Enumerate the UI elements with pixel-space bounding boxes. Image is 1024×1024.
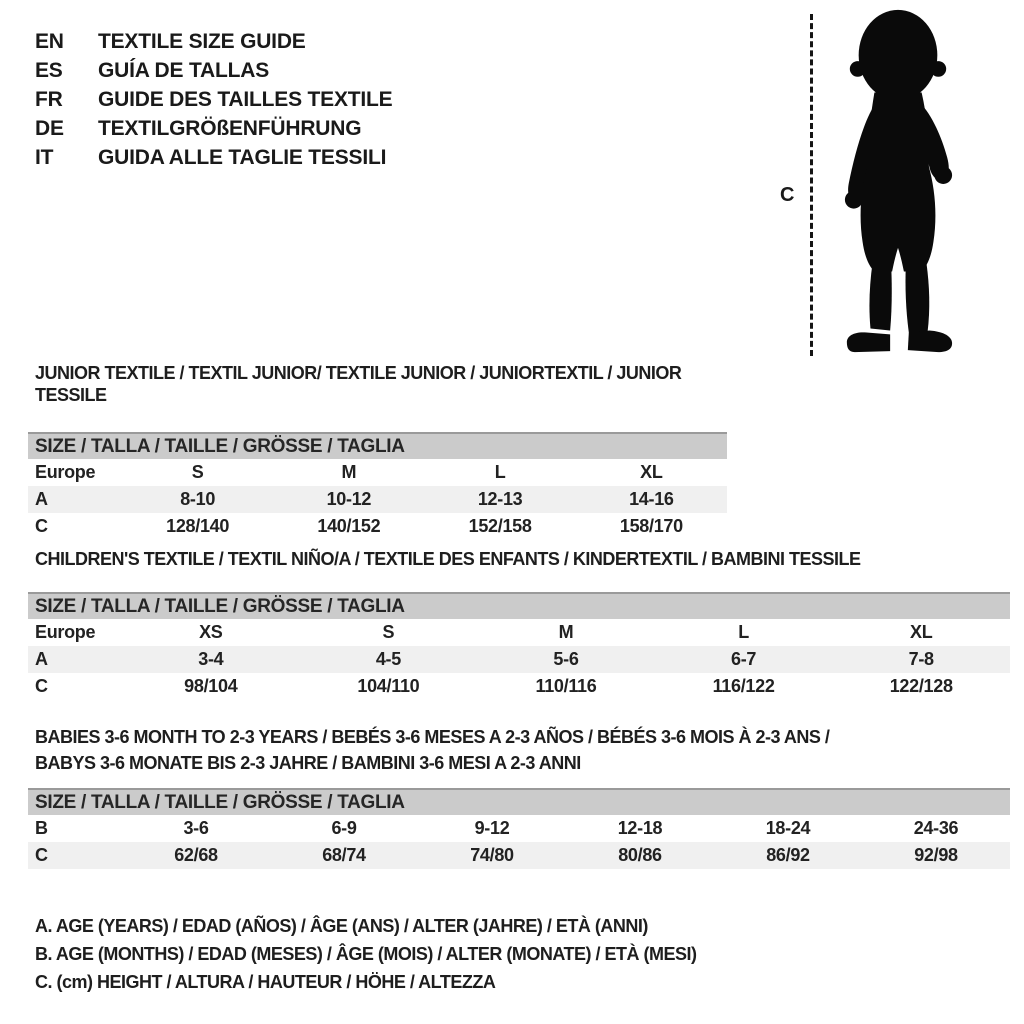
table-cell: S [191,462,204,482]
table-row [28,459,727,486]
table-cell: 110/116 [535,676,597,696]
table-cell: 158/170 [619,516,683,536]
table-cell: 10-12 [326,489,372,509]
babies-table-title-line2: BABYS 3-6 MONATE BIS 2-3 JAHRE / BAMBINI 3-6 MESI A 2-3 ANNI [35,753,581,773]
row-label: Europe [35,622,96,642]
table-cell: 104/110 [357,676,420,696]
table-row [28,815,1010,842]
row-label: Europe [35,462,96,482]
baby-silhouette-icon [818,6,978,360]
table-cell: 6-9 [331,818,357,838]
babies-table-title-line1: BABIES 3-6 MONTH TO 2-3 YEARS / BEBÉS 3-6 MESES A 2-3 AÑOS / BÉBÉS 3-6 MOIS À 2-3 ANS / [35,727,830,747]
language-label: GUÍA DE TALLAS [98,59,270,82]
language-row [35,114,392,143]
babies-textile-table [28,724,1010,869]
language-title-block [35,27,392,172]
table-cell: 5-6 [553,649,579,669]
babies-size-grid [28,815,1010,869]
table-cell: 122/128 [889,676,953,696]
language-code: EN [35,30,64,53]
babies-table-header: SIZE / TALLA / TAILLE / GRÖSSE / TAGLIA [28,788,1010,815]
language-label: GUIDA ALLE TAGLIE TESSILI [98,146,387,169]
language-label: GUIDE DES TAILLES TEXTILE [98,88,393,111]
table-cell: 24-36 [913,818,959,838]
row-label: B [35,818,48,838]
language-code: FR [35,88,63,111]
table-cell: XL [909,622,933,642]
table-cell: 8-10 [180,489,216,509]
childrens-textile-table [28,548,1010,700]
table-row [28,486,727,513]
language-label: TEXTILGRÖßENFÜHRUNG [98,117,362,140]
table-cell: 9-12 [474,818,510,838]
table-cell: 152/158 [468,516,532,536]
table-row [28,673,1010,700]
table-cell: 14-16 [629,489,674,509]
language-code: DE [35,117,64,140]
table-cell: 140/152 [317,516,381,536]
table-cell: 80/86 [618,845,662,865]
table-cell: 128/140 [166,516,230,536]
language-row [35,143,392,172]
junior-table-title: JUNIOR TEXTILE / TEXTIL JUNIOR/ TEXTILE JUNIOR / JUNIORTEXTIL / JUNIOR TESSILE [35,363,682,405]
table-cell: 98/104 [184,676,238,696]
childrens-size-grid [28,619,1010,700]
table-cell: 3-4 [198,649,224,669]
table-cell: 12-13 [477,489,523,509]
table-row [28,842,1010,869]
table-row [28,646,1010,673]
table-cell: 12-18 [617,818,663,838]
row-label: C [35,516,48,536]
table-cell: 62/68 [174,845,218,865]
language-label: TEXTILE SIZE GUIDE [98,30,306,53]
junior-table-header: SIZE / TALLA / TAILLE / GRÖSSE / TAGLIA [28,432,727,459]
legend-line: B. AGE (MONTHS) / EDAD (MESES) / ÂGE (MOIS) / ALTER (MONATE) / ETÀ (MESI) [35,944,697,964]
table-cell: L [738,622,749,642]
table-cell: 6-7 [731,649,757,669]
language-row [35,27,392,56]
table-cell: M [341,462,357,482]
table-cell: S [382,622,395,642]
table-cell: 86/92 [766,845,810,865]
table-cell: 74/80 [470,845,514,865]
legend-line: C. (cm) HEIGHT / ALTURA / HAUTEUR / HÖHE / ALTEZZA [35,972,496,992]
language-code: ES [35,59,63,82]
row-label: A [35,649,48,669]
legend-block [35,912,696,996]
table-cell: 7-8 [908,649,934,669]
language-code: IT [35,146,54,169]
junior-textile-table [28,362,727,540]
table-cell: 92/98 [914,845,958,865]
table-cell: L [494,462,506,482]
junior-size-grid [28,459,727,540]
table-cell: 4-5 [375,649,401,669]
table-cell: 18-24 [765,818,811,838]
childrens-table-header: SIZE / TALLA / TAILLE / GRÖSSE / TAGLIA [28,592,1010,619]
table-cell: 116/122 [712,676,775,696]
table-row [28,619,1010,646]
legend-line: A. AGE (YEARS) / EDAD (AÑOS) / ÂGE (ANS) / ALTER (JAHRE) / ETÀ (ANNI) [35,916,648,936]
childrens-table-title: CHILDREN'S TEXTILE / TEXTIL NIÑO/A / TEXTILE DES ENFANTS / KINDERTEXTIL / BAMBINI TESSILE [35,549,861,569]
row-label: C [35,676,48,696]
language-row [35,56,392,85]
height-marker-label: C [780,184,795,206]
table-cell: 3-6 [183,818,209,838]
height-dashed-line [810,14,813,356]
table-cell: M [558,622,574,642]
row-label: C [35,845,48,865]
table-row [28,513,727,540]
table-cell: XL [640,462,663,482]
row-label: A [35,489,48,509]
language-row [35,85,392,114]
table-cell: XS [199,622,223,642]
table-cell: 68/74 [322,845,366,865]
